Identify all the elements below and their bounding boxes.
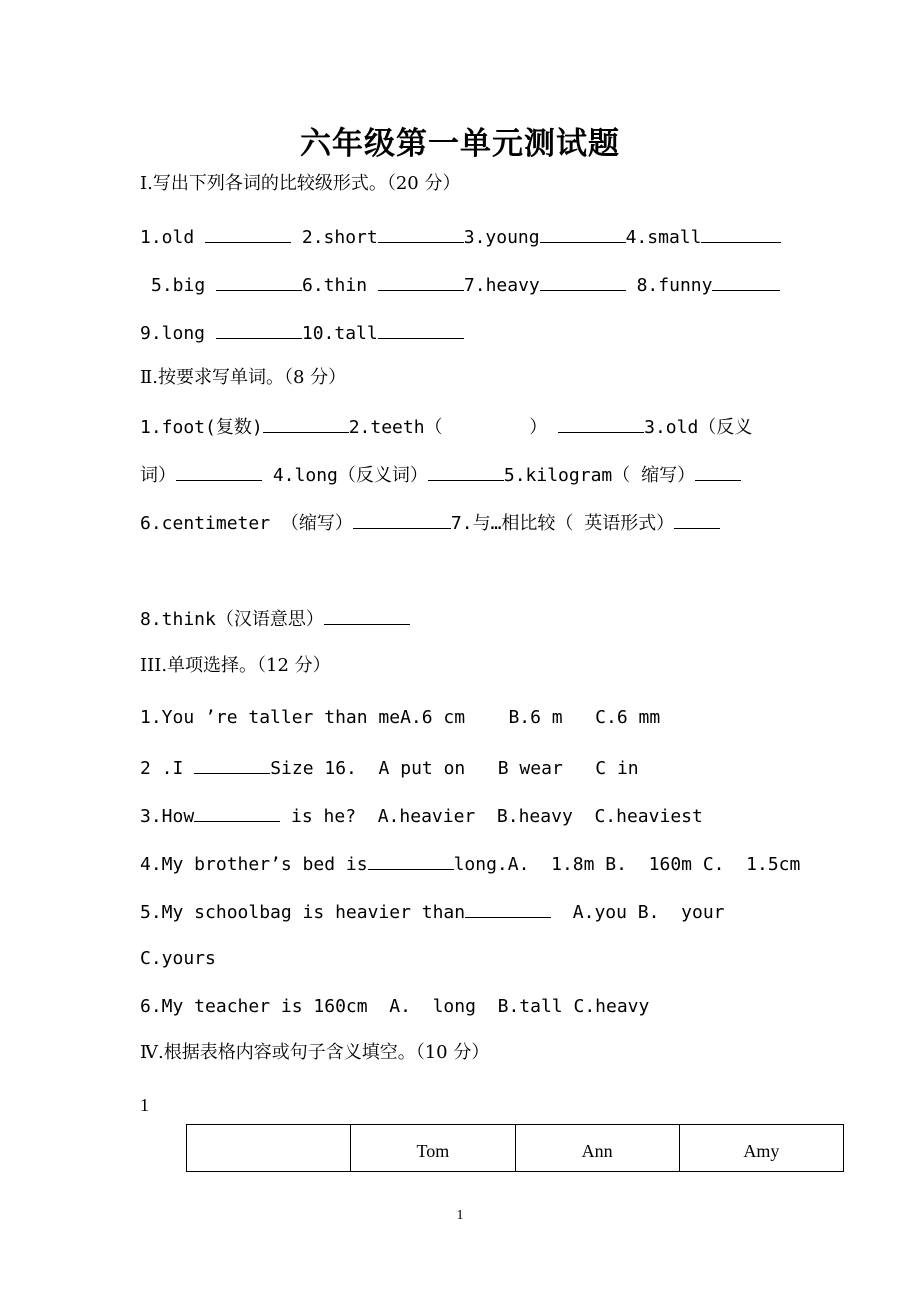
page-title: 六年级第一单元测试题 (300, 126, 620, 162)
section4-heading: Ⅳ.根据表格内容或句子含义填空。（10 分） (140, 1042, 490, 1063)
answer-blank[interactable] (216, 272, 302, 291)
section2-item7: 7.与…相比较（ 英语形式） (450, 513, 675, 534)
answer-blank[interactable] (378, 320, 464, 339)
answer-blank[interactable] (368, 851, 454, 870)
table-header-row (187, 1125, 844, 1172)
section1-item3: 3.young (463, 227, 540, 248)
answer-blank[interactable] (378, 224, 464, 243)
question-4 (140, 851, 800, 877)
section1-row2 (151, 272, 780, 298)
answer-blank[interactable] (205, 224, 291, 243)
answer-blank[interactable] (674, 510, 720, 529)
question-4-text-a: 4.My brother’s bed is (140, 854, 368, 875)
section2-item6: 6.centimeter （缩写） (140, 513, 353, 534)
answer-blank[interactable] (194, 755, 270, 774)
answer-blank[interactable] (540, 224, 626, 243)
section1-item9: 9.long (140, 323, 216, 344)
question-2 (140, 755, 639, 781)
section2-item1: 1.foot(复数) (140, 417, 263, 438)
table-header-cell: Tom (351, 1125, 515, 1172)
question-5-text-b: A.you B. your (551, 902, 725, 923)
section3-heading: III.单项选择。（12 分） (140, 655, 331, 676)
section1-row1 (140, 224, 781, 250)
section1-row3 (140, 320, 464, 346)
question-5 (140, 899, 725, 925)
question-5-text-a: 5.My schoolbag is heavier than (140, 902, 466, 923)
answer-blank[interactable] (263, 414, 349, 433)
section2-item4: 4.long（反义词） (272, 465, 428, 486)
section2-row4 (140, 606, 410, 632)
section1-item10: 10.tall (301, 323, 378, 344)
question-4-text-b: long.A. 1.8m B. 160m C. 1.5cm (453, 854, 801, 875)
answer-blank[interactable] (428, 462, 504, 481)
section2-heading: Ⅱ.按要求写单词。（8 分） (140, 367, 347, 388)
answer-blank[interactable] (712, 272, 780, 291)
question-1: 1.You ’re taller than meA.6 cm B.6 m C.6 mm (140, 707, 661, 728)
section2-row3 (140, 510, 720, 536)
section2-item2: 2.teeth（ ） (348, 417, 548, 438)
answer-blank[interactable] (324, 606, 410, 625)
table-header-cell (187, 1125, 351, 1172)
question-5-option-c: C.yours (140, 948, 216, 969)
answer-blank[interactable] (194, 803, 280, 822)
question-2-text-b: Size 16. A put on B wear C in (270, 758, 639, 779)
answer-blank[interactable] (540, 272, 626, 291)
answer-blank[interactable] (353, 510, 451, 529)
section1-item5: 5.big (151, 275, 217, 296)
section1-item6: 6.thin (302, 275, 378, 296)
section4-item-number: 1 (140, 1095, 149, 1115)
answer-blank[interactable] (176, 462, 262, 481)
comparison-table (186, 1124, 844, 1172)
section1-item4: 4.small (625, 227, 702, 248)
answer-blank[interactable] (216, 320, 302, 339)
answer-blank[interactable] (465, 899, 551, 918)
section2-row1 (140, 414, 752, 440)
question-3-text-a: 3.How (140, 806, 195, 827)
question-2-text-a: 2 .I (140, 758, 195, 779)
page-number: 1 (456, 1208, 464, 1223)
section1-heading: Ⅰ.写出下列各词的比较级形式。（20 分） (140, 173, 461, 194)
answer-blank[interactable] (701, 224, 781, 243)
section2-item5: 5.kilogram（ 缩写） (503, 465, 696, 486)
table-header-cell: Amy (679, 1125, 843, 1172)
section1-item7: 7.heavy (463, 275, 540, 296)
section2-item3a: 3.old（反义 (644, 417, 753, 438)
answer-blank[interactable] (378, 272, 464, 291)
section1-item8: 8.funny (636, 275, 713, 296)
section2-item8: 8.think（汉语意思） (140, 609, 324, 630)
question-3-text-b: is he? A.heavier B.heavy C.heaviest (280, 806, 703, 827)
section1-item2: 2.short (301, 227, 378, 248)
question-3 (140, 803, 703, 829)
question-6: 6.My teacher is 160cm A. long B.tall C.heavy (140, 996, 650, 1017)
answer-blank[interactable] (695, 462, 741, 481)
section2-row2 (140, 462, 741, 488)
section1-item1: 1.old (140, 227, 206, 248)
table-header-cell: Ann (515, 1125, 679, 1172)
answer-blank[interactable] (558, 414, 644, 433)
section2-item3b: 词） (140, 465, 176, 486)
